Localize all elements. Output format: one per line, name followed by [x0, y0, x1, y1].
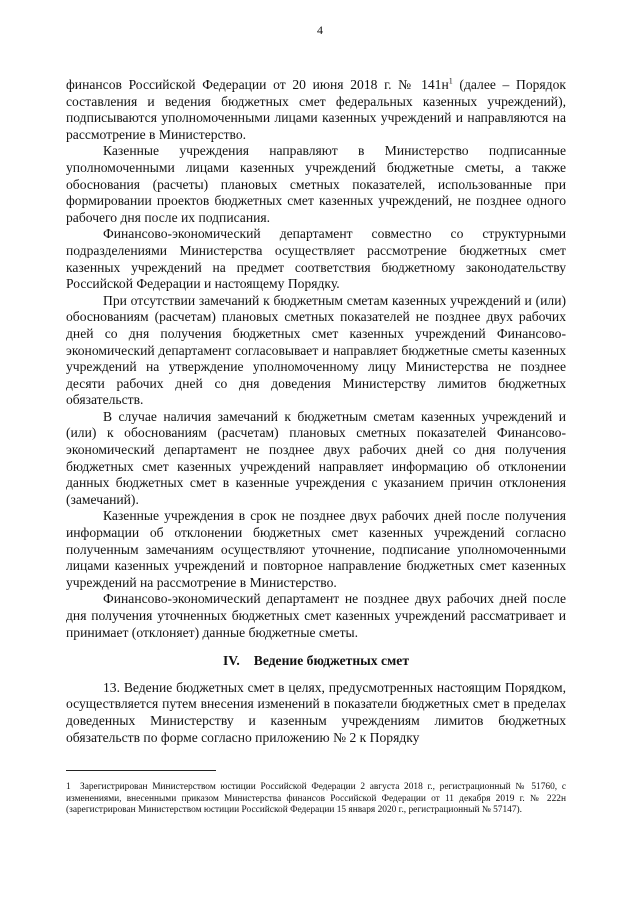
- paragraph: В случае наличия замечаний к бюджетным сметам казенных учреждений и (или) к обоснованиям (расчетам) плановых сметных показателей Финансово-экономический департамент не позднее двух рабочих дней со дня получения бюджетных смет казенных учреждений направляет информацию об отклонении данных бюджетных смет в казенные учреждения с указанием причин отклонения (замечаний).: [66, 408, 566, 507]
- paragraph: При отсутствии замечаний к бюджетным сметам казенных учреждений и (или) обоснованиям (расчетам) плановых сметных показателей не позднее двух рабочих дней со дня получения бюджетных смет казенных учреждений Финансово-экономический департамент согласовывает и направляет бюджетные сметы казенных учреждений на утверждение уполномоченному лицу Министерства не позднее десяти рабочих дней со дня доведения Министерству лимитов бюджетных обязательств.: [66, 292, 566, 408]
- section-title: Ведение бюджетных смет: [253, 653, 409, 669]
- page-number: 4: [317, 23, 323, 37]
- paragraph: Финансово-экономический департамент совместно со структурными подразделениями Министерства осуществляет рассмотрение бюджетных смет казенных учреждений на предмет соответствия бюджетному законодательству Российской Федерации и настоящему Порядку.: [66, 226, 566, 292]
- footnote: [66, 782, 566, 817]
- footnote-mark: 1: [66, 782, 71, 792]
- paragraph: Казенные учреждения в срок не позднее двух рабочих дней после получения информации об отклонении бюджетных смет казенных учреждений согласно полученным замечаниям осуществляют уточнение, подписание уполномоченными лицами казенных учреждений и повторное направление бюджетных смет казенных учреждений на рассмотрение в Министерство.: [66, 508, 566, 590]
- section-number: IV.: [222, 653, 240, 669]
- footnote-reference[interactable]: 1: [448, 76, 453, 86]
- footnote-text: Зарегистрирован Министерством юстиции Российской Федерации 2 августа 2018 г., регистрационный № 51760, с изменениями, внесенными приказом Министерства финансов Российской Федерации от 11 декабря 2019 г. № 222н (зарегистрирован Министерством юстиции Российской Федерации 15 января 2020 г., регистрационный № 57147).: [66, 782, 566, 816]
- paragraph: Казенные учреждения направляют в Министерство подписанные уполномоченными лицами казенных учреждений бюджетные сметы, а также обоснования (расчеты) плановых сметных показателей, использованные при формировании проектов бюджетных смет казенных учреждений, не позднее одного рабочего дня после их подписания.: [66, 143, 566, 225]
- section-heading: [66, 653, 566, 670]
- document-body: [66, 77, 566, 746]
- paragraph-text: (далее – Порядок составления и ведения бюджетных смет федеральных казенных учреждений), подписываются уполномоченными лицами казенных учреждений и направляются на рассмотрение в Министерство.: [66, 77, 566, 142]
- paragraph: Финансово-экономический департамент не позднее двух рабочих дней после дня получения уточненных бюджетных смет казенных учреждений рассматривает и принимает (отклоняет) данные бюджетные сметы.: [66, 591, 566, 640]
- paragraph-text: финансов Российской Федерации от 20 июня 2018 г. № 141н: [66, 77, 449, 92]
- paragraph-continuation: [66, 77, 566, 143]
- footnote-separator: [66, 770, 216, 771]
- paragraph-13: 13. Ведение бюджетных смет в целях, предусмотренных настоящим Порядком, осуществляется путем внесения изменений в показатели бюджетных смет в пределах доведенных Министерству и казенным учреждениям лимитов бюджетных обязательств по форме согласно приложению № 2 к Порядку: [66, 679, 566, 745]
